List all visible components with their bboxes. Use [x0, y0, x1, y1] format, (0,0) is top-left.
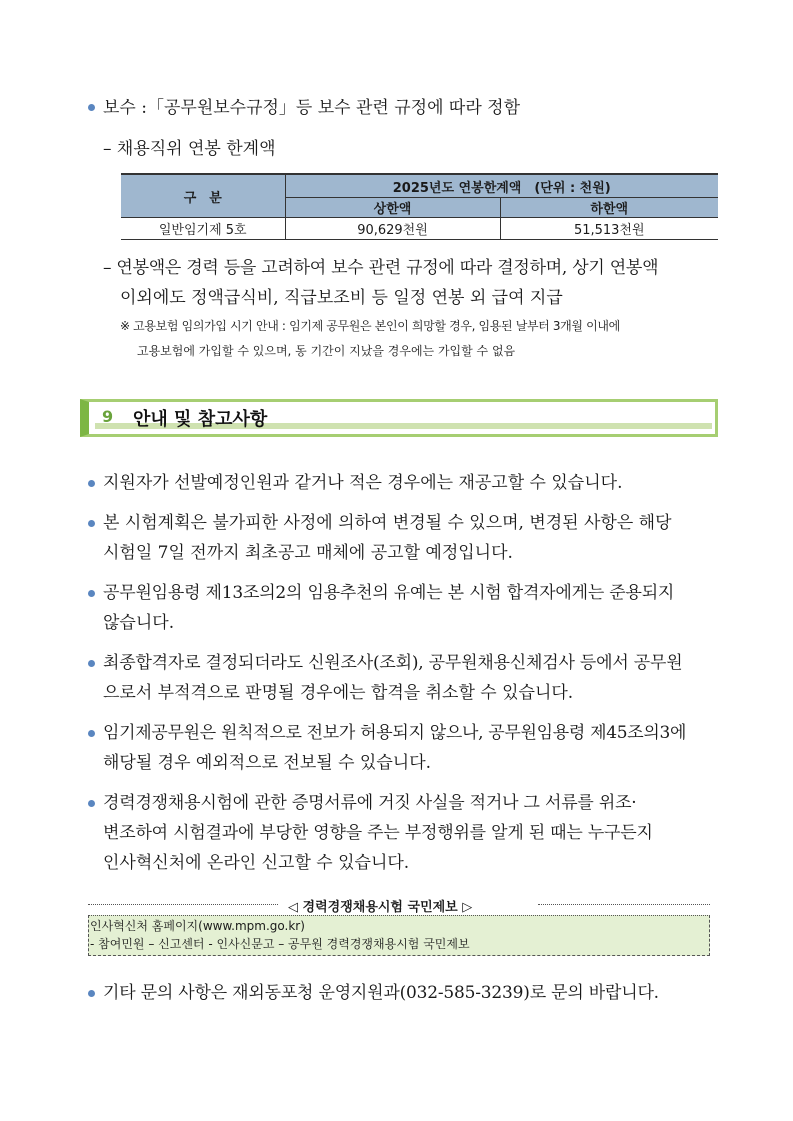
table-cell-position: 일반임기제 5호	[121, 218, 285, 240]
table-cell-upper: 90,629천원	[285, 218, 500, 240]
divider	[88, 904, 278, 905]
salary-note-line: – 연봉액은 경력 등을 고려하여 보수 관련 규정에 따라 결정하며, 상기 연봉액	[103, 258, 659, 278]
notice-line: 공무원임용령 제13조의2의 임용추천의 유예는 본 시험 합격자에게는 준용되지	[103, 583, 675, 603]
contact-line: 기타 문의 사항은 재외동포청 운영지원과(032-585-3239)로 문의 바랍니다.	[103, 983, 659, 1003]
report-path-line: - 참여민원 – 신고센터 - 인사신문고 – 공무원 경력경쟁채용시험 국민제보	[90, 937, 470, 951]
notice-line: 으로서 부적격으로 판명될 경우에는 합격을 취소할 수 있습니다.	[103, 683, 574, 703]
notice-line: 해당될 경우 예외적으로 전보될 수 있습니다.	[103, 753, 432, 773]
bullet-icon	[88, 104, 95, 111]
notice-line: 지원자가 선발예정인원과 같거나 적은 경우에는 재공고할 수 있습니다.	[103, 473, 623, 493]
table-row	[121, 218, 718, 240]
table-header-lower: 하한액	[500, 198, 718, 218]
notice-line: 본 시험계획은 불가피한 사정에 의하여 변경될 수 있으며, 변경된 사항은 해당	[103, 513, 672, 533]
bullet-icon	[88, 520, 95, 527]
bullet-icon	[88, 480, 95, 487]
report-title: ◁ 경력경쟁채용시험 국민제보 ▷	[288, 900, 473, 915]
bullet-icon	[88, 730, 95, 737]
notice-line: 인사혁신처에 온라인 신고할 수 있습니다.	[103, 853, 410, 873]
table-header-upper: 상한액	[285, 198, 500, 218]
report-link-line: 인사혁신처 홈페이지(www.mpm.go.kr)	[90, 919, 305, 933]
insurance-note: ※ 고용보험 임의가입 시기 안내 : 임기제 공무원은 본인이 희망할 경우, 임용된 날부터 3개월 이내에	[120, 319, 620, 333]
bullet-icon	[88, 800, 95, 807]
report-box	[88, 915, 710, 956]
table-header-title: 2025년도 연봉한계액 (단위 : 천원)	[285, 174, 718, 198]
notice-line: 최종합격자로 결정되더라도 신원조사(조회), 공무원채용신체검사 등에서 공무원	[103, 653, 683, 673]
insurance-note: 고용보험에 가입할 수 있으며, 동 기간이 지났을 경우에는 가입할 수 없음	[137, 344, 516, 358]
notice-line: 임기제공무원은 원칙적으로 전보가 허용되지 않으나, 공무원임용령 제45조의3에	[103, 723, 687, 743]
table-header-category: 구 분	[121, 174, 285, 218]
salary-sub-heading: – 채용직위 연봉 한계액	[103, 139, 276, 159]
notice-line: 경력경쟁채용시험에 관한 증명서류에 거짓 사실을 적거나 그 서류를 위조·	[103, 793, 637, 813]
notice-line: 시험일 7일 전까지 최초공고 매체에 공고할 예정입니다.	[103, 543, 513, 563]
salary-note-line: 이외에도 정액급식비, 직급보조비 등 일정 연봉 외 급여 지급	[120, 288, 563, 308]
table-cell-lower: 51,513천원	[500, 218, 718, 240]
bullet-icon	[88, 590, 95, 597]
section-header	[80, 399, 718, 437]
bullet-icon	[88, 660, 95, 667]
notice-line: 않습니다.	[103, 613, 175, 633]
notice-line: 변조하여 시험결과에 부당한 영향을 주는 부정행위를 알게 된 때는 누구든지	[103, 823, 653, 843]
divider	[538, 904, 710, 905]
section-title: 안내 및 참고사항	[133, 409, 268, 430]
report-title-bar	[88, 896, 710, 915]
section-number: 9	[102, 407, 114, 426]
salary-line: 보수 :「공무원보수규정」등 보수 관련 규정에 따라 정함	[103, 98, 521, 118]
bullet-icon	[88, 990, 95, 997]
salary-table	[121, 173, 718, 240]
